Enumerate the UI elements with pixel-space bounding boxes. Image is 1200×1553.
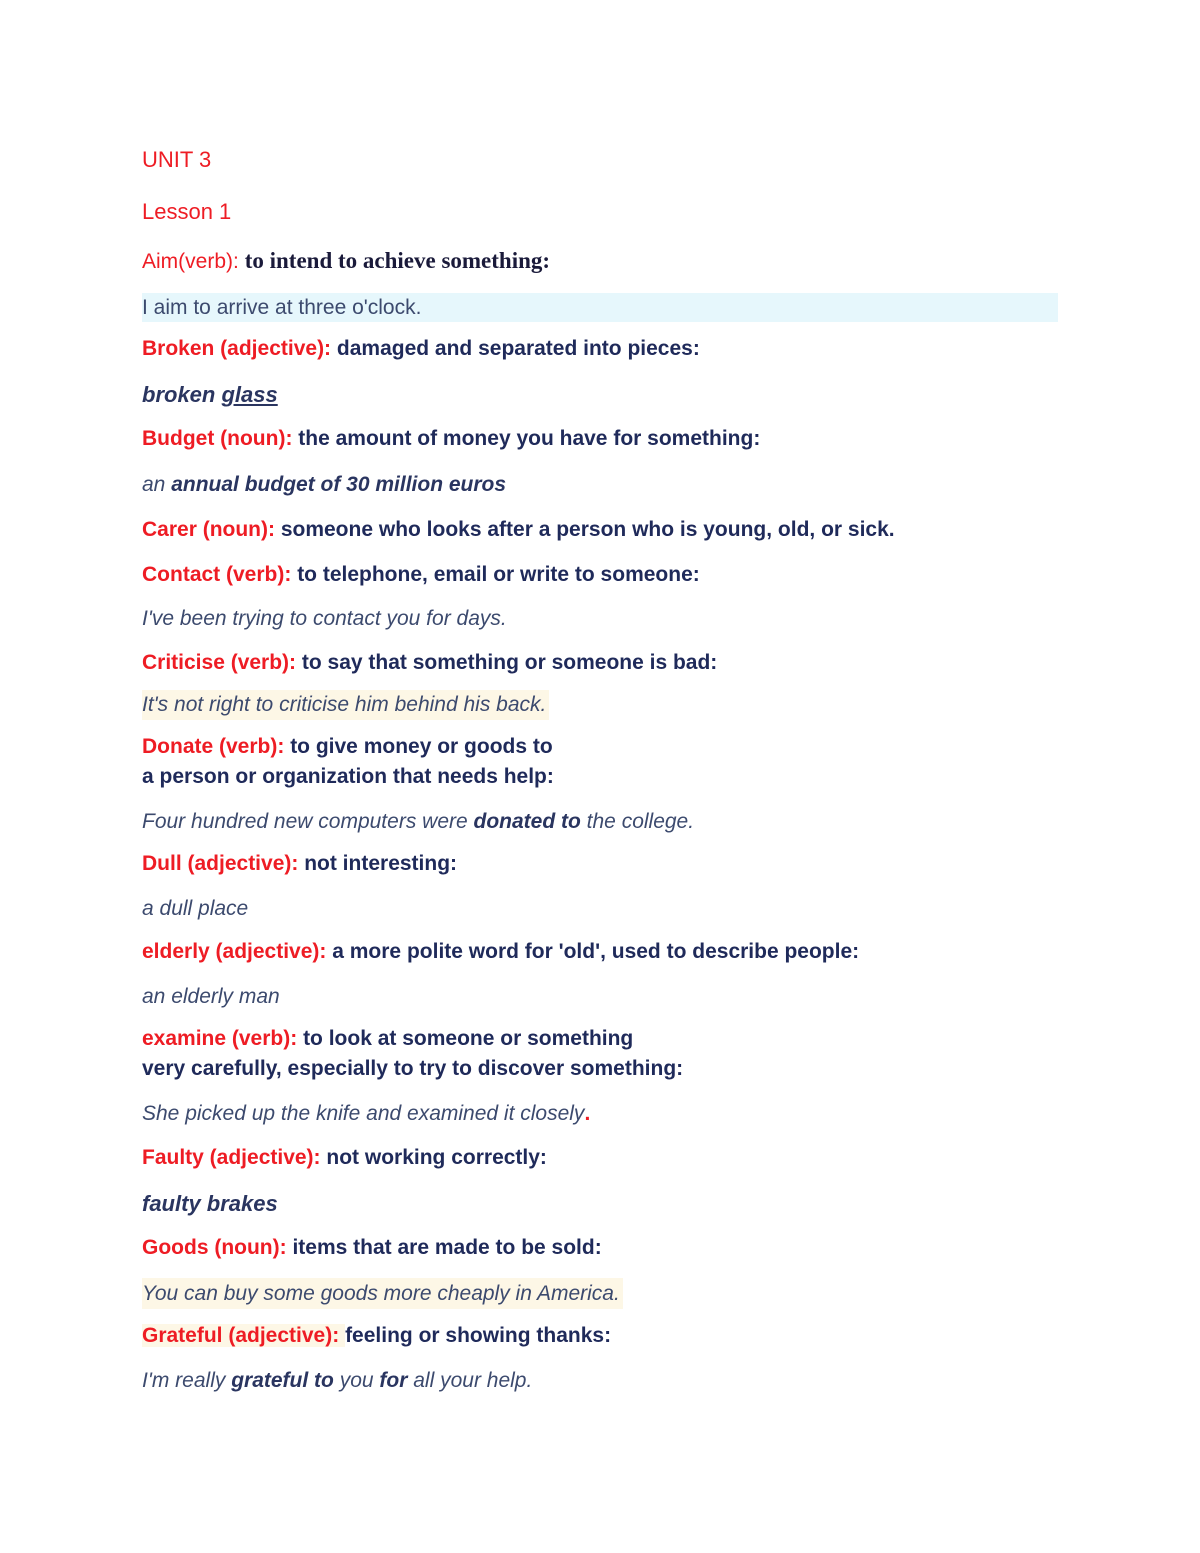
unit-heading: UNIT 3 — [142, 147, 212, 172]
example-budget — [142, 473, 506, 497]
term: Budget (noun): — [142, 427, 299, 450]
term: examine (verb): — [142, 1027, 304, 1050]
entry-elderly — [142, 940, 859, 964]
term: Donate (verb): — [142, 735, 291, 758]
example-elderly: an elderly man — [142, 985, 280, 1008]
entry-carer — [142, 518, 895, 542]
example-text: Four hundred new computers were — [142, 810, 474, 833]
term: Criticise (verb): — [142, 651, 302, 674]
example-donate — [142, 810, 694, 834]
definition: to telephone, email or write to someone: — [297, 563, 700, 586]
definition: to intend to achieve something: — [244, 248, 551, 273]
example-faulty: faulty brakes — [142, 1191, 278, 1216]
example-bold: grateful to — [231, 1369, 334, 1392]
definition: the amount of money you have for something: — [298, 427, 761, 450]
entry-examine — [142, 1027, 633, 1051]
example-text: I'm really — [142, 1369, 232, 1392]
example-examine — [142, 1102, 590, 1126]
definition: a more polite word for 'old', used to describe people: — [332, 940, 860, 963]
definition-continued: a person or organization that needs help: — [142, 765, 554, 788]
term: elderly (adjective): — [142, 940, 333, 963]
example-text: all your help. — [407, 1369, 533, 1392]
term: Dull (adjective): — [142, 852, 305, 875]
example-criticise: It's not right to criticise him behind his back. — [142, 690, 549, 720]
example-text: you — [333, 1369, 380, 1392]
entry-broken — [142, 337, 700, 361]
term: Goods (noun): — [142, 1236, 293, 1259]
term: Faulty (adjective): — [142, 1146, 327, 1169]
term: Aim(verb): — [142, 250, 245, 273]
example-text: I aim to arrive at three o'clock. — [142, 296, 422, 319]
example-underlined: glass — [221, 382, 278, 407]
example-contact: I've been trying to contact you for days. — [142, 607, 507, 630]
example-goods: You can buy some goods more cheaply in America. — [142, 1278, 623, 1309]
term: Contact (verb): — [142, 563, 298, 586]
definition: not working correctly: — [326, 1146, 547, 1169]
example-text: an — [142, 473, 172, 496]
entry-faulty — [142, 1146, 547, 1170]
example-broken — [142, 382, 278, 408]
example-text: broken — [142, 382, 222, 407]
definition: not interesting: — [304, 852, 458, 875]
entry-aim — [142, 248, 550, 274]
example-grateful — [142, 1369, 532, 1393]
definition: to give money or goods to — [290, 735, 553, 758]
example-aim — [142, 293, 1058, 322]
example-text: She picked up the knife and examined it closely — [142, 1102, 585, 1125]
definition: items that are made to be sold: — [292, 1236, 602, 1259]
definition: damaged and separated into pieces: — [336, 337, 700, 360]
example-text: the college. — [580, 810, 695, 833]
term: Broken (adjective): — [142, 337, 337, 360]
example-bold: annual budget of 30 million euros — [171, 473, 507, 496]
lesson-heading: Lesson 1 — [142, 199, 232, 224]
period-mark: . — [584, 1102, 591, 1125]
entry-donate — [142, 735, 553, 759]
definition: feeling or showing thanks: — [345, 1324, 612, 1347]
example-bold: donated to — [473, 810, 581, 833]
term: Carer (noun): — [142, 518, 281, 541]
entry-dull — [142, 852, 457, 876]
entry-goods — [142, 1236, 602, 1260]
definition: to look at someone or something — [303, 1027, 634, 1050]
definition-continued: very carefully, especially to try to discover something: — [142, 1057, 684, 1080]
term: Grateful (adjective): — [142, 1324, 346, 1347]
entry-grateful — [142, 1324, 611, 1348]
entry-contact — [142, 563, 700, 587]
entry-criticise — [142, 651, 717, 675]
entry-budget — [142, 427, 760, 451]
definition: someone who looks after a person who is young, old, or sick. — [280, 518, 895, 541]
example-dull: a dull place — [142, 897, 249, 920]
example-bold: for — [379, 1369, 408, 1392]
definition: to say that something or someone is bad: — [301, 651, 718, 674]
